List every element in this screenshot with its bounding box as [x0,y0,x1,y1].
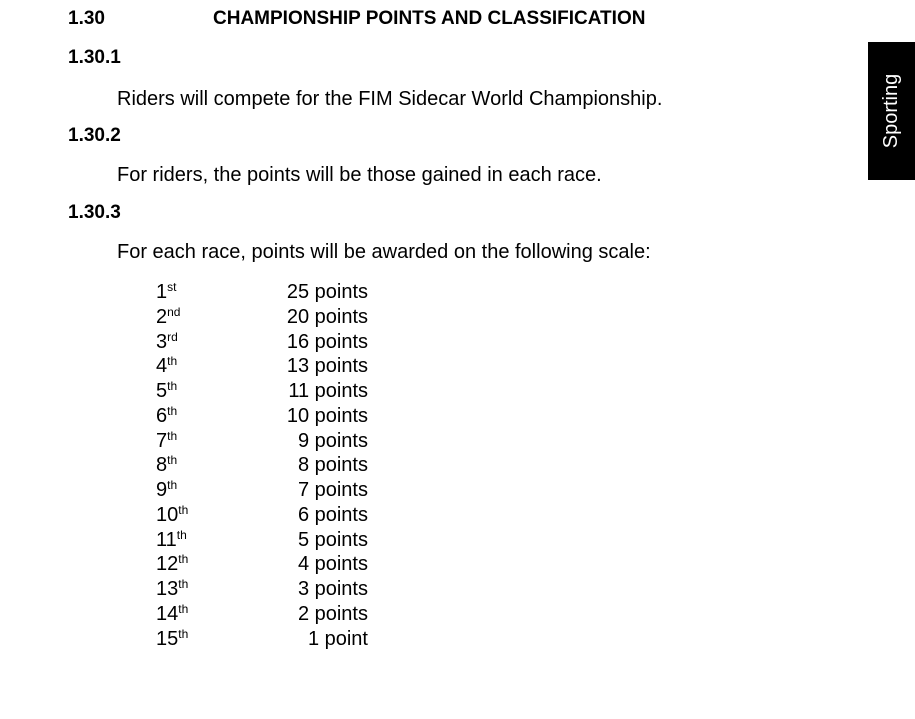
ordinal-suffix: th [178,626,189,641]
subsection-text: For riders, the points will be those gained in each race. [117,164,602,186]
ordinal-suffix: th [167,478,178,492]
ordinal-suffix: th [178,552,189,567]
points-scale-row [156,379,376,404]
points-scale-row [156,330,376,355]
points-value: 5 points [297,528,368,551]
ordinal-suffix: st [167,280,177,294]
finishing-position: 9th [156,478,178,501]
finishing-position: 3rd [156,329,178,353]
points-value: 1 point [307,627,368,650]
points-scale-row [156,305,376,330]
points-value: 9 points [297,429,368,452]
ordinal-suffix: nd [167,304,181,319]
side-tab-label: Sporting [880,73,902,149]
points-value: 20 points [286,305,368,328]
finishing-position: 13th [156,577,189,600]
section-number: 1.30 [68,8,105,29]
points-scale-row [156,404,376,429]
finishing-position: 4th [156,354,178,378]
finishing-position: 11th [156,527,187,551]
finishing-position: 5th [156,379,178,402]
section-title: CHAMPIONSHIP POINTS AND CLASSIFICATION [213,8,646,29]
points-scale-row [156,528,376,553]
finishing-position: 12th [156,552,189,576]
ordinal-suffix: th [167,379,178,393]
subsection-text: Riders will compete for the FIM Sidecar World Championship. [117,88,663,110]
points-value: 13 points [286,355,368,378]
ordinal-suffix: th [178,502,189,517]
finishing-position: 8th [156,453,178,477]
subsection-number: 1.30.1 [68,47,121,68]
finishing-position: 2nd [156,304,181,328]
points-value: 7 points [297,479,368,501]
finishing-position: 6th [156,403,178,427]
subsection-text: For each race, points will be awarded on the following scale: [117,241,651,263]
subsection-number: 1.30.3 [68,202,121,223]
points-scale-row [156,478,376,503]
points-scale-row [156,577,376,602]
points-value: 3 points [297,578,368,600]
points-scale-row [156,602,376,627]
ordinal-suffix: th [167,354,178,369]
points-value: 10 points [286,404,368,427]
points-scale-row [156,503,376,528]
points-scale-row [156,552,376,577]
ordinal-suffix: th [178,577,189,591]
sporting-side-tab [868,42,915,180]
points-scale-table [156,280,376,651]
points-value: 8 points [297,454,368,477]
ordinal-suffix: th [176,527,187,542]
ordinal-suffix: th [167,403,178,418]
points-value: 25 points [286,281,368,303]
points-value: 2 points [297,602,368,625]
finishing-position: 7th [156,428,178,452]
finishing-position: 1st [156,280,177,303]
finishing-position: 10th [156,502,189,526]
points-scale-row [156,354,376,379]
ordinal-suffix: th [167,453,178,468]
points-value: 4 points [297,553,368,576]
points-value: 11 points [288,380,368,402]
points-value: 6 points [297,503,368,526]
subsection-number: 1.30.2 [68,125,121,146]
points-scale-row [156,627,376,652]
finishing-position: 15th [156,626,189,650]
points-scale-row [156,280,376,305]
points-value: 16 points [286,330,368,353]
ordinal-suffix: th [167,428,178,443]
ordinal-suffix: rd [167,329,178,344]
points-scale-row [156,453,376,478]
ordinal-suffix: th [178,601,189,616]
finishing-position: 14th [156,601,189,625]
points-scale-row [156,429,376,454]
